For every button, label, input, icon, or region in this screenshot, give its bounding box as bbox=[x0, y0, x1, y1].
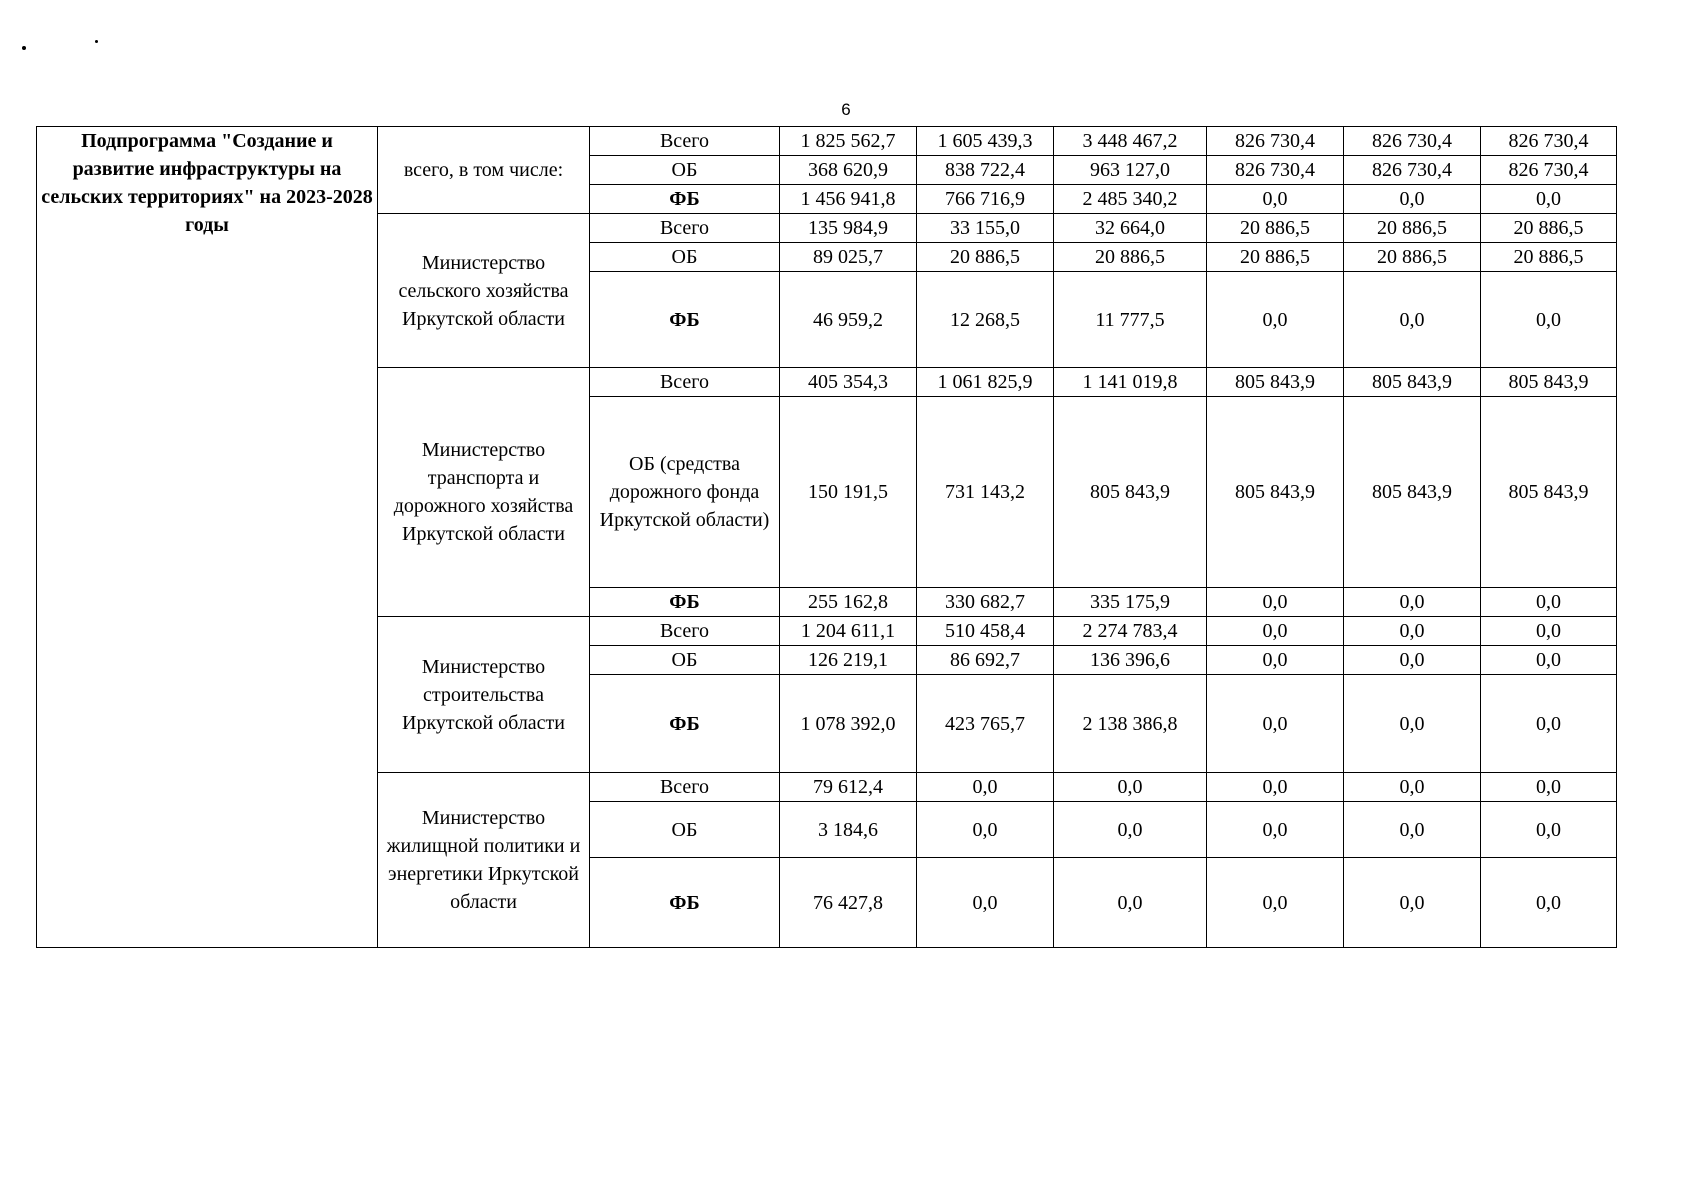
amount-cell: 0,0 bbox=[1344, 675, 1481, 773]
funding-source: ОБ (средства дорожного фонда Иркутской области) bbox=[590, 397, 780, 588]
amount-cell: 0,0 bbox=[1344, 773, 1481, 802]
amount-cell: 0,0 bbox=[1207, 617, 1344, 646]
amount-cell: 20 886,5 bbox=[1344, 243, 1481, 272]
financing-table bbox=[36, 126, 1617, 948]
amount-cell: 1 078 392,0 bbox=[780, 675, 917, 773]
amount-cell: 0,0 bbox=[1481, 773, 1617, 802]
amount-cell: 0,0 bbox=[1481, 802, 1617, 858]
amount-cell: 0,0 bbox=[1207, 272, 1344, 368]
funding-source: Всего bbox=[590, 127, 780, 156]
amount-cell: 0,0 bbox=[1207, 858, 1344, 948]
amount-cell: 368 620,9 bbox=[780, 156, 917, 185]
amount-cell: 0,0 bbox=[1344, 185, 1481, 214]
funding-source: Всего bbox=[590, 368, 780, 397]
amount-cell: 0,0 bbox=[1344, 858, 1481, 948]
amount-cell: 20 886,5 bbox=[917, 243, 1054, 272]
amount-cell: 805 843,9 bbox=[1344, 397, 1481, 588]
amount-cell: 135 984,9 bbox=[780, 214, 917, 243]
amount-cell: 33 155,0 bbox=[917, 214, 1054, 243]
amount-cell: 1 141 019,8 bbox=[1054, 368, 1207, 397]
amount-cell: 3 184,6 bbox=[780, 802, 917, 858]
amount-cell: 405 354,3 bbox=[780, 368, 917, 397]
funding-source: ФБ bbox=[590, 675, 780, 773]
amount-cell: 32 664,0 bbox=[1054, 214, 1207, 243]
amount-cell: 0,0 bbox=[1054, 802, 1207, 858]
amount-cell: 2 138 386,8 bbox=[1054, 675, 1207, 773]
amount-cell: 330 682,7 bbox=[917, 588, 1054, 617]
amount-cell: 76 427,8 bbox=[780, 858, 917, 948]
amount-cell: 0,0 bbox=[1344, 646, 1481, 675]
amount-cell: 0,0 bbox=[1481, 272, 1617, 368]
amount-cell: 0,0 bbox=[1054, 858, 1207, 948]
amount-cell: 0,0 bbox=[1344, 588, 1481, 617]
table-body bbox=[37, 127, 1617, 948]
amount-cell: 20 886,5 bbox=[1481, 214, 1617, 243]
amount-cell: 0,0 bbox=[1481, 588, 1617, 617]
amount-cell: 0,0 bbox=[1344, 802, 1481, 858]
funding-source: Всего bbox=[590, 214, 780, 243]
amount-cell: 805 843,9 bbox=[1481, 368, 1617, 397]
amount-cell: 20 886,5 bbox=[1344, 214, 1481, 243]
amount-cell: 1 204 611,1 bbox=[780, 617, 917, 646]
amount-cell: 0,0 bbox=[1344, 617, 1481, 646]
amount-cell: 0,0 bbox=[1207, 185, 1344, 214]
scan-speck bbox=[95, 40, 98, 43]
funding-source: Всего bbox=[590, 617, 780, 646]
amount-cell: 805 843,9 bbox=[1207, 368, 1344, 397]
executor-agriculture: Министерство сельского хозяйства Иркутской области bbox=[378, 214, 590, 368]
amount-cell: 86 692,7 bbox=[917, 646, 1054, 675]
funding-source: ФБ bbox=[590, 858, 780, 948]
program-title: Подпрограмма "Создание и развитие инфраструктуры на сельских территориях" на 2023-2028 годы bbox=[37, 127, 378, 948]
executor-total: всего, в том числе: bbox=[378, 127, 590, 214]
amount-cell: 731 143,2 bbox=[917, 397, 1054, 588]
amount-cell: 963 127,0 bbox=[1054, 156, 1207, 185]
amount-cell: 12 268,5 bbox=[917, 272, 1054, 368]
funding-source: Всего bbox=[590, 773, 780, 802]
amount-cell: 0,0 bbox=[1207, 773, 1344, 802]
amount-cell: 79 612,4 bbox=[780, 773, 917, 802]
amount-cell: 0,0 bbox=[1344, 272, 1481, 368]
amount-cell: 766 716,9 bbox=[917, 185, 1054, 214]
funding-source: ОБ bbox=[590, 156, 780, 185]
amount-cell: 826 730,4 bbox=[1344, 156, 1481, 185]
amount-cell: 838 722,4 bbox=[917, 156, 1054, 185]
amount-cell: 1 061 825,9 bbox=[917, 368, 1054, 397]
amount-cell: 805 843,9 bbox=[1054, 397, 1207, 588]
amount-cell: 0,0 bbox=[1207, 646, 1344, 675]
amount-cell: 20 886,5 bbox=[1207, 214, 1344, 243]
amount-cell: 510 458,4 bbox=[917, 617, 1054, 646]
funding-source: ОБ bbox=[590, 243, 780, 272]
amount-cell: 826 730,4 bbox=[1481, 127, 1617, 156]
amount-cell: 2 274 783,4 bbox=[1054, 617, 1207, 646]
amount-cell: 20 886,5 bbox=[1054, 243, 1207, 272]
amount-cell: 335 175,9 bbox=[1054, 588, 1207, 617]
amount-cell: 0,0 bbox=[1207, 802, 1344, 858]
amount-cell: 805 843,9 bbox=[1481, 397, 1617, 588]
funding-source: ОБ bbox=[590, 646, 780, 675]
amount-cell: 3 448 467,2 bbox=[1054, 127, 1207, 156]
executor-construction: Министерство строительства Иркутской области bbox=[378, 617, 590, 773]
amount-cell: 2 485 340,2 bbox=[1054, 185, 1207, 214]
amount-cell: 11 777,5 bbox=[1054, 272, 1207, 368]
amount-cell: 89 025,7 bbox=[780, 243, 917, 272]
amount-cell: 20 886,5 bbox=[1481, 243, 1617, 272]
amount-cell: 0,0 bbox=[1481, 675, 1617, 773]
amount-cell: 0,0 bbox=[917, 858, 1054, 948]
funding-source: ФБ bbox=[590, 185, 780, 214]
amount-cell: 0,0 bbox=[1207, 588, 1344, 617]
funding-source: ОБ bbox=[590, 802, 780, 858]
amount-cell: 0,0 bbox=[917, 773, 1054, 802]
amount-cell: 136 396,6 bbox=[1054, 646, 1207, 675]
amount-cell: 423 765,7 bbox=[917, 675, 1054, 773]
amount-cell: 0,0 bbox=[1481, 646, 1617, 675]
amount-cell: 255 162,8 bbox=[780, 588, 917, 617]
amount-cell: 0,0 bbox=[1481, 185, 1617, 214]
funding-source: ФБ bbox=[590, 272, 780, 368]
scan-speck bbox=[22, 46, 26, 50]
amount-cell: 1 825 562,7 bbox=[780, 127, 917, 156]
amount-cell: 126 219,1 bbox=[780, 646, 917, 675]
table-row bbox=[37, 127, 1617, 156]
amount-cell: 0,0 bbox=[1481, 858, 1617, 948]
amount-cell: 0,0 bbox=[917, 802, 1054, 858]
amount-cell: 805 843,9 bbox=[1344, 368, 1481, 397]
amount-cell: 1 456 941,8 bbox=[780, 185, 917, 214]
executor-housing: Министерство жилищной политики и энергетики Иркутской области bbox=[378, 773, 590, 948]
amount-cell: 826 730,4 bbox=[1344, 127, 1481, 156]
amount-cell: 0,0 bbox=[1481, 617, 1617, 646]
amount-cell: 805 843,9 bbox=[1207, 397, 1344, 588]
amount-cell: 826 730,4 bbox=[1481, 156, 1617, 185]
page-number: 6 bbox=[841, 100, 851, 119]
funding-source: ФБ bbox=[590, 588, 780, 617]
executor-transport: Министерство транспорта и дорожного хозяйства Иркутской области bbox=[378, 368, 590, 617]
amount-cell: 826 730,4 bbox=[1207, 156, 1344, 185]
amount-cell: 46 959,2 bbox=[780, 272, 917, 368]
amount-cell: 0,0 bbox=[1054, 773, 1207, 802]
amount-cell: 20 886,5 bbox=[1207, 243, 1344, 272]
amount-cell: 150 191,5 bbox=[780, 397, 917, 588]
amount-cell: 0,0 bbox=[1207, 675, 1344, 773]
amount-cell: 826 730,4 bbox=[1207, 127, 1344, 156]
amount-cell: 1 605 439,3 bbox=[917, 127, 1054, 156]
